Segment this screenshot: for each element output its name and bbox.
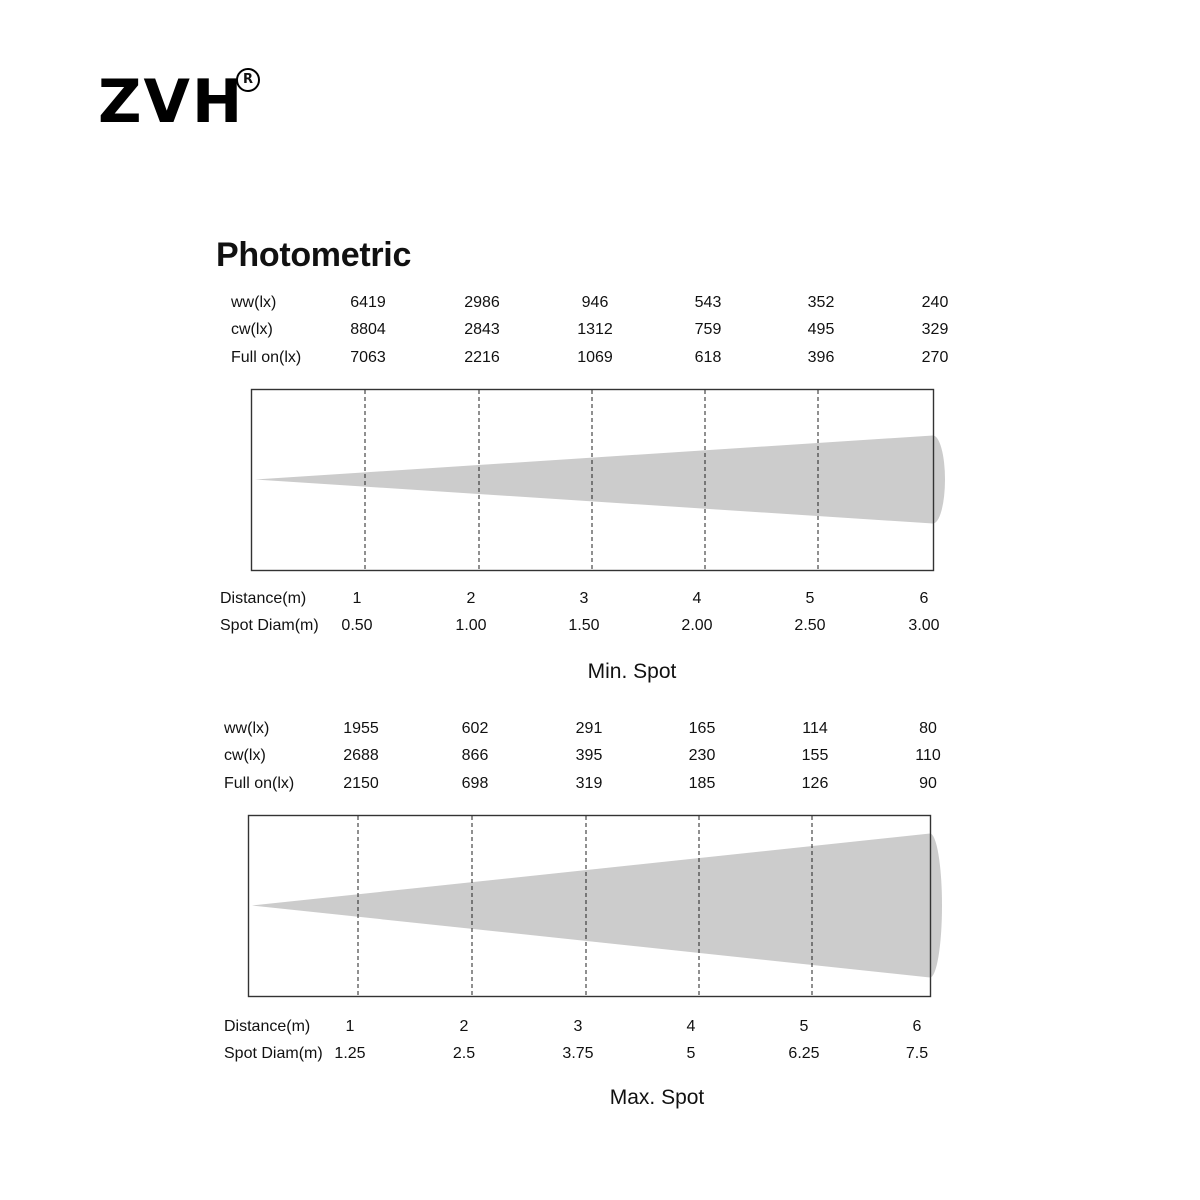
lux-value: 352 <box>807 294 835 311</box>
distance-value: 6 <box>919 590 929 607</box>
spot-diameter-value: 5 <box>686 1045 696 1062</box>
distance-row-label: Distance(m) <box>220 590 307 607</box>
lux-value: 80 <box>919 720 937 737</box>
lux-value: 543 <box>694 294 722 311</box>
lux-value: 2688 <box>343 747 379 764</box>
spot-diameter-value: 6.25 <box>788 1045 820 1062</box>
page-title: Photometric <box>216 236 412 274</box>
lux-value: 90 <box>919 775 937 792</box>
lux-row-label: ww(lx) <box>224 720 270 737</box>
lux-value: 396 <box>807 349 835 366</box>
lux-value: 1955 <box>343 720 379 737</box>
spot-diameter-row-label: Spot Diam(m) <box>224 1045 323 1062</box>
beam-diagram <box>251 389 953 572</box>
distance-value: 3 <box>579 590 589 607</box>
spot-diameter-value: 7.5 <box>905 1045 929 1062</box>
distance-value: 3 <box>573 1018 583 1035</box>
distance-value: 5 <box>799 1018 809 1035</box>
distance-value: 4 <box>686 1018 696 1035</box>
lux-value: 602 <box>461 720 489 737</box>
lux-value: 165 <box>688 720 716 737</box>
lux-value: 110 <box>915 747 941 764</box>
lux-value: 495 <box>807 321 835 338</box>
lux-value: 2986 <box>464 294 500 311</box>
spot-diameter-value: 1.50 <box>568 617 600 634</box>
lux-value: 185 <box>688 775 716 792</box>
lux-row-label: ww(lx) <box>231 294 277 311</box>
brand-name: ZVH <box>98 67 245 137</box>
lux-value: 230 <box>688 747 716 764</box>
lux-value: 6419 <box>350 294 386 311</box>
lux-value: 866 <box>461 747 489 764</box>
lux-value: 759 <box>694 321 722 338</box>
distance-value: 4 <box>692 590 702 607</box>
lux-value: 126 <box>801 775 829 792</box>
spot-diameter-value: 3.75 <box>562 1045 594 1062</box>
lux-value: 2216 <box>464 349 500 366</box>
spot-diameter-value: 2.00 <box>681 617 713 634</box>
lux-row-label: Full on(lx) <box>224 775 295 792</box>
lux-value: 698 <box>461 775 489 792</box>
light-beam-cone <box>252 834 942 978</box>
lux-value: 240 <box>921 294 949 311</box>
spot-diameter-value: 0.50 <box>341 617 373 634</box>
lux-value: 329 <box>921 321 949 338</box>
lux-row-label: cw(lx) <box>231 321 273 338</box>
lux-row-label: Full on(lx) <box>231 349 302 366</box>
lux-value: 2843 <box>464 321 500 338</box>
lux-value: 946 <box>581 294 609 311</box>
spot-diameter-value: 2.50 <box>794 617 826 634</box>
distance-value: 1 <box>345 1018 355 1035</box>
light-beam-cone <box>255 436 945 524</box>
distance-value: 5 <box>805 590 815 607</box>
brand-logo <box>98 67 253 137</box>
lux-value: 319 <box>575 775 603 792</box>
lux-value: 8804 <box>350 321 386 338</box>
lux-value: 7063 <box>350 349 386 366</box>
spot-diameter-row-label: Spot Diam(m) <box>220 617 319 634</box>
distance-value: 1 <box>352 590 362 607</box>
distance-value: 6 <box>912 1018 922 1035</box>
lux-value: 1312 <box>577 321 613 338</box>
distance-row-label: Distance(m) <box>224 1018 311 1035</box>
spot-diameter-value: 2.5 <box>452 1045 476 1062</box>
chart-title: Min. Spot <box>587 660 677 683</box>
spot-diameter-value: 3.00 <box>908 617 940 634</box>
lux-value: 2150 <box>343 775 379 792</box>
lux-value: 618 <box>694 349 722 366</box>
lux-value: 114 <box>802 720 828 737</box>
lux-value: 155 <box>801 747 829 764</box>
chart-title: Max. Spot <box>609 1086 705 1109</box>
spot-diameter-value: 1.25 <box>334 1045 366 1062</box>
spot-diameter-value: 1.00 <box>455 617 487 634</box>
registered-mark-icon: R <box>236 68 260 92</box>
lux-row-label: cw(lx) <box>224 747 266 764</box>
lux-value: 270 <box>921 349 949 366</box>
beam-diagram <box>248 815 950 998</box>
distance-value: 2 <box>459 1018 469 1035</box>
distance-value: 2 <box>466 590 476 607</box>
lux-value: 395 <box>575 747 603 764</box>
lux-value: 1069 <box>577 349 613 366</box>
lux-value: 291 <box>575 720 603 737</box>
